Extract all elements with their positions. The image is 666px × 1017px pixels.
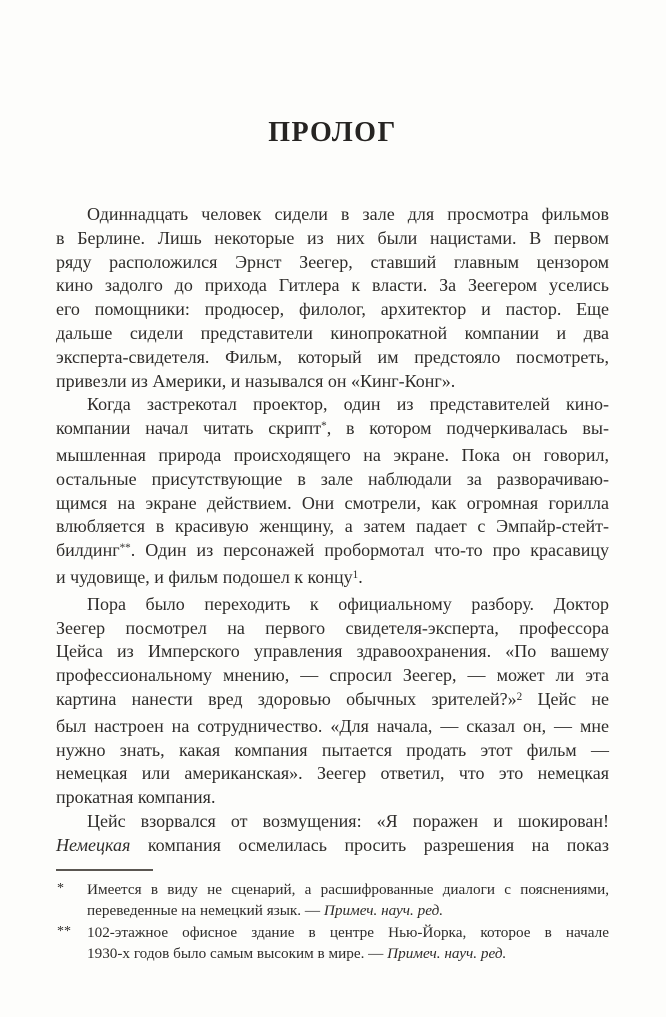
text-segment: эксперта-свидетеля. Фильм, который им предстояло посмотреть, (56, 346, 609, 367)
chapter-title: ПРОЛОГ (268, 117, 397, 148)
text-line (56, 640, 609, 664)
text-line (56, 274, 609, 298)
text-segment: Имеется в виду не сценарий, а расшифрованные диалоги с пояснениями, (87, 880, 609, 898)
text-segment: Зеегер посмотрел на первого свидетеля-эксперта, профессора (56, 617, 609, 638)
footnote (56, 922, 609, 965)
text-line (56, 664, 609, 688)
text-segment: влюбляется в красивую женщину, а затем падает с Эмпайр-стейт- (56, 516, 609, 537)
footnote-line (87, 943, 609, 965)
text-segment: . (358, 566, 363, 587)
footnote-reference: 2 (516, 690, 523, 703)
footnote (56, 879, 609, 922)
body-text (56, 203, 609, 858)
text-segment: . Один из персонажей пробормотал что-то про красавицу (130, 540, 609, 561)
text-line (56, 617, 609, 641)
text-line (56, 492, 609, 516)
text-segment: профессиональному мнению, — спросил Зеегер, — может ли эта (56, 665, 609, 686)
text-line (56, 762, 609, 786)
text-line (56, 515, 609, 539)
text-line (56, 834, 609, 858)
text-segment: Цейс взорвался от возмущения: «Я поражен и шокирован! (87, 810, 609, 831)
text-segment: переведенные на немецкий язык. — (87, 902, 324, 920)
footnote-text (87, 879, 609, 922)
text-line (56, 539, 609, 566)
text-segment: остальные присутствующие в зале наблюдали за разворачиваю- (56, 468, 609, 489)
text-line (56, 468, 609, 492)
text-line (56, 298, 609, 322)
text-line (56, 370, 609, 394)
text-segment: Немецкая (56, 834, 131, 855)
text-line (56, 444, 609, 468)
text-segment: кино задолго до прихода Гитлера к власти. За Зеегером уселись (56, 275, 609, 296)
text-line (56, 810, 609, 834)
text-segment: Когда застрекотал проектор, один из представителей кино- (87, 394, 609, 415)
text-segment: билдинг (56, 540, 120, 561)
text-line (56, 739, 609, 763)
text-segment: компании начал читать скрипт (56, 418, 322, 439)
text-segment: его помощники: продюсер, филолог, архитектор и пастор. Еще (56, 299, 609, 320)
text-segment: немецкая или американская». Зеегер ответил, что это немецкая (56, 763, 609, 784)
text-line (56, 593, 609, 617)
text-line (56, 227, 609, 251)
text-line (56, 346, 609, 370)
footnote-marker: ** (57, 923, 71, 939)
text-segment: был настроен на сотрудничество. «Для начала, — сказал он, — мне (56, 715, 609, 736)
footnote-line (87, 879, 609, 901)
text-segment: мышленная природа происходящего на экране. Пока он говорил, (56, 444, 609, 465)
text-segment: Цейса из Имперского управления здравоохранения. «По вашему (56, 641, 609, 662)
text-segment: компания осмелилась просить разрешения на показ (130, 834, 609, 855)
text-line (56, 417, 609, 444)
text-segment: картина нанести вред здоровью обычных зрителей?» (56, 688, 517, 709)
paragraph (56, 203, 609, 393)
text-segment: привезли из Америки, и назывался он «Кинг-Конг». (56, 370, 456, 391)
text-segment: Примеч. науч. ред. (323, 902, 444, 920)
text-line (56, 251, 609, 275)
text-segment: нужно знать, какая компания пытается продать этот фильм — (56, 739, 609, 760)
paragraph (56, 810, 609, 858)
text-segment: ряду расположился Эрнст Зеегер, ставший главным цензором (56, 251, 609, 272)
text-segment: и чудовище, и фильм подошел к концу (56, 566, 353, 587)
footnotes (56, 879, 609, 965)
text-line (56, 566, 609, 593)
footnote-line (87, 900, 609, 922)
footnote-marker: * (57, 880, 64, 896)
footnote-reference: * (321, 420, 327, 433)
paragraph (56, 393, 609, 592)
footnote-line (87, 922, 609, 944)
footnote-reference: ** (119, 542, 131, 555)
text-segment: прокатная компания. (56, 787, 216, 808)
text-segment: , в котором подчеркивалась вы- (326, 418, 609, 439)
text-line (56, 688, 609, 715)
footnote-reference: 1 (352, 568, 359, 581)
text-segment: 102-этажное офисное здание в центре Нью-Йорка, которое в начале (87, 923, 609, 941)
footnote-divider (56, 869, 153, 871)
text-line (56, 786, 609, 810)
text-line (56, 322, 609, 346)
text-segment: дальше сидели представители кинопрокатной компании и два (56, 322, 609, 343)
text-line (56, 393, 609, 417)
text-segment: щимся на экране действием. Они смотрели, как огромная горилла (56, 492, 609, 513)
text-segment: в Берлине. Лишь некоторые из них были нацистами. В первом (56, 227, 609, 248)
text-line (56, 203, 609, 227)
text-segment: Примеч. науч. ред. (387, 945, 507, 963)
text-segment: Пора было переходить к официальному разбору. Доктор (87, 593, 609, 614)
footnote-text (87, 922, 609, 965)
paragraph (56, 593, 609, 810)
text-segment: 1930-х годов было самым высоким в мире. — (87, 945, 388, 963)
text-line (56, 715, 609, 739)
text-segment: Цейс не (522, 688, 610, 709)
text-segment: Одиннадцать человек сидели в зале для просмотра фильмов (87, 204, 609, 224)
